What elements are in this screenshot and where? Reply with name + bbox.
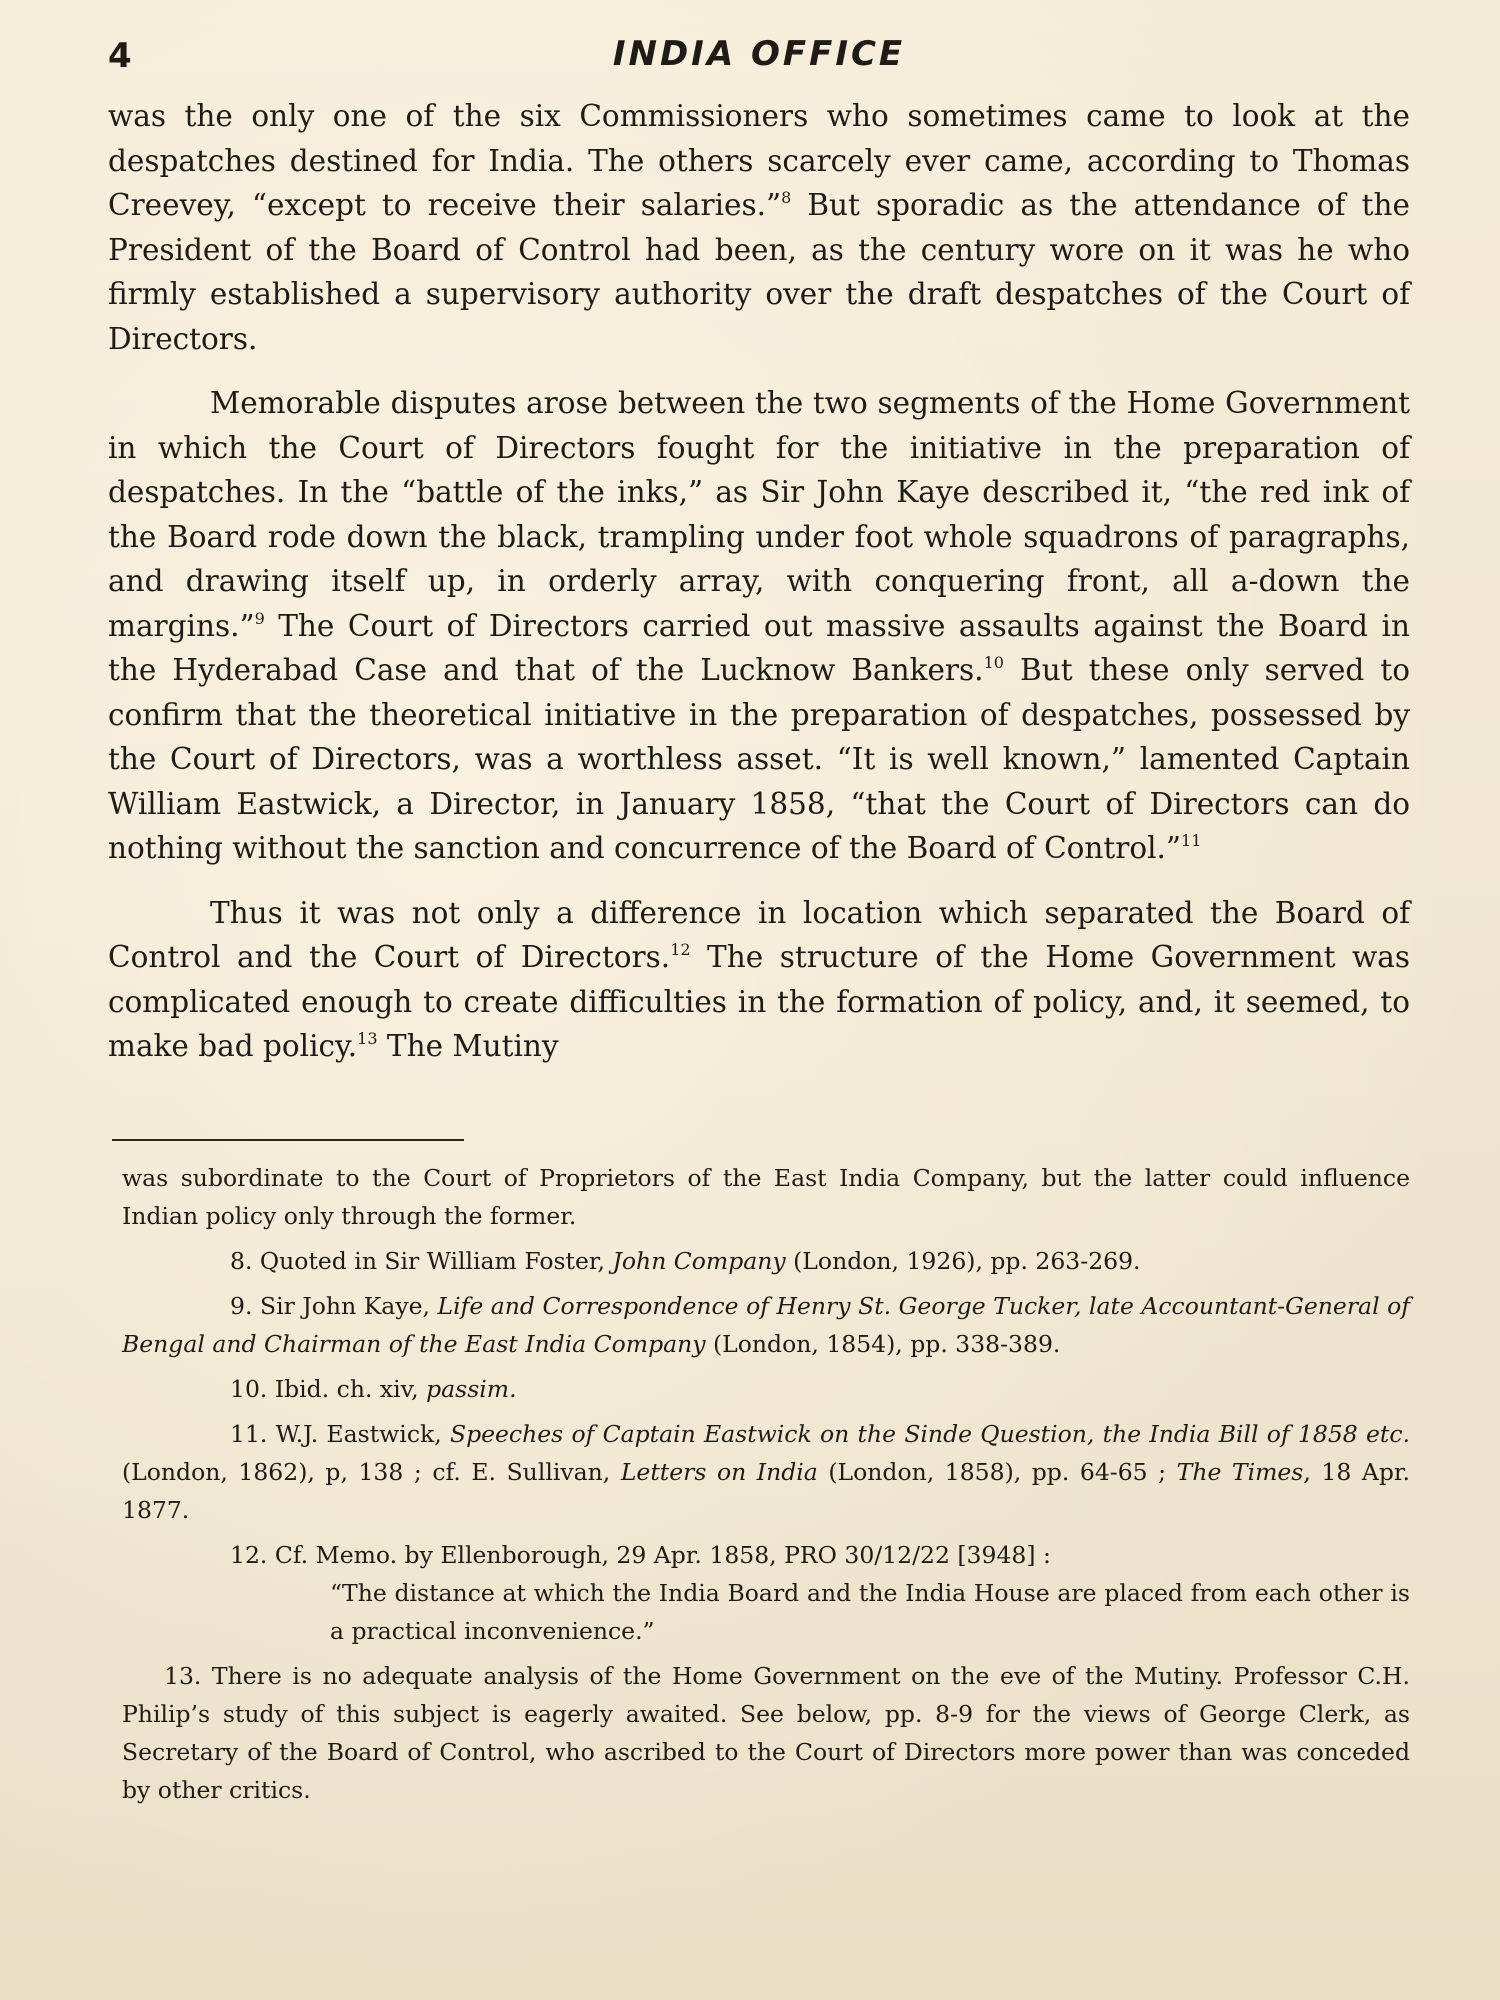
- footnote-11: [122, 1415, 1410, 1529]
- footnote-12-number: 12.: [230, 1540, 268, 1569]
- footnote-8-post: (London, 1926), pp. 263-269.: [785, 1246, 1141, 1275]
- footnote-11-pre: W.J. Eastwick,: [267, 1419, 450, 1448]
- paragraph-2: [108, 381, 1410, 871]
- footnote-12: [122, 1536, 1410, 1574]
- footnote-11-mid-2: (London, 1858), pp. 64-65 ;: [817, 1457, 1177, 1486]
- footnotes: [108, 1159, 1410, 1809]
- footnote-10-title: passim.: [426, 1374, 517, 1403]
- footnote-13-text: There is no adequate analysis of the Home Government on the eve of the Mutiny. Professor C.H. Philip’s study of this subject is eagerly awaited. See below, pp. 8-9 for the views of George Clerk, as Secretary of the Board of Control, who ascribed to the Court of Directors more power than was conceded by other critics.: [122, 1661, 1410, 1804]
- paragraph-1: [108, 94, 1410, 361]
- paragraph-2-text-3: But these only served to confirm that the theoretical initiative in the preparation of despatches, possessed by the Court of Directors, was a worthless asset. “It is well known,” lamented Captain William Eastwick, a Director, in January 1858, “that the Court of Directors can do nothing without the sanction and concurrence of the Board of Control.”: [108, 653, 1411, 865]
- footnote-13: [122, 1657, 1410, 1809]
- footnote-8-number: 8.: [230, 1246, 253, 1275]
- paragraph-3-text-3: The Mutiny: [377, 1029, 559, 1063]
- footnote-13-number: 13.: [164, 1661, 202, 1690]
- footnote-8: [122, 1242, 1410, 1280]
- note-ref-13: 13: [357, 1029, 378, 1048]
- paragraph-2-text-2: The Court of Directors carried out massive assaults against the Board in the Hyderabad Case and that of the Lucknow Bankers.: [108, 608, 1410, 687]
- footnote-9: [122, 1287, 1410, 1363]
- paragraph-2-text-1: Memorable disputes arose between the two segments of the Home Government in which the Court of Directors fought for the initiative in the preparation of despatches. In the “battle of the inks,” as Sir John Kaye described it, “the red ink of the Board rode down the black, trampling under foot whole squadrons of paragraphs, and drawing itself up, in orderly array, with conquering front, all a-down the margins.”: [108, 386, 1410, 643]
- footnote-11-number: 11.: [230, 1419, 268, 1448]
- note-ref-9: 9: [254, 608, 265, 628]
- footnote-10: [122, 1370, 1410, 1408]
- footnote-12-quote: “The distance at which the India Board and the India House are placed from each other is a practical inconvenience.”: [330, 1578, 1410, 1645]
- footnote-11-title-2: Letters on India: [620, 1457, 818, 1486]
- footnote-9-post: (London, 1854), pp. 338-389.: [705, 1329, 1061, 1358]
- paragraph-3-text-2: The structure of the Home Government was complicated enough to create difficulties in the formation of policy, and, it seemed, to make bad policy.: [108, 940, 1410, 1063]
- page-header: [108, 30, 1410, 86]
- footnote-rule: [112, 1139, 464, 1141]
- page-number: 4: [108, 36, 132, 76]
- paragraph-3-text-1: Thus it was not only a difference in location which separated the Board of Control and the Court of Directors.: [108, 895, 1410, 974]
- footnote-11-title-1: Speeches of Captain Eastwick on the Sinde Question, the India Bill of 1858 etc.: [449, 1419, 1410, 1448]
- footnote-continuation: was subordinate to the Court of Proprietors of the East India Company, but the latter could influence Indian policy only through the former.: [122, 1163, 1410, 1230]
- footnote-11-post: , 18 Apr. 1877.: [122, 1457, 1410, 1524]
- footnote-11-title-3: The Times: [1176, 1457, 1304, 1486]
- note-ref-8: 8: [781, 188, 792, 207]
- note-ref-11: 11: [1181, 831, 1202, 850]
- footnote-10-pre: Ibid. ch. xiv,: [267, 1374, 427, 1403]
- footnote-9-title: Life and Correspondence of Henry St. George Tucker, late Accountant-General of Bengal and Chairman of the East India Company: [122, 1291, 1410, 1358]
- footnote-8-pre: Quoted in Sir William Foster,: [252, 1246, 613, 1275]
- footnote-11-mid-1: (London, 1862), p, 138 ; cf. E. Sullivan,: [122, 1457, 621, 1486]
- footnote-12-text: Cf. Memo. by Ellenborough, 29 Apr. 1858, PRO 30/12/22 [3948] :: [267, 1540, 1051, 1569]
- footnote-9-pre: Sir John Kaye,: [252, 1291, 438, 1320]
- note-ref-12: 12: [670, 940, 691, 959]
- paragraph-3: [108, 891, 1410, 1069]
- body-text: [108, 94, 1410, 1069]
- footnote-9-number: 9.: [230, 1291, 253, 1320]
- note-ref-10: 10: [983, 653, 1004, 672]
- paragraph-1-text-after: But sporadic as the attendance of the President of the Board of Control had been, as the century wore on it was he who firmly established a supervisory authority over the draft despatches of the Court of Directors.: [108, 188, 1410, 356]
- paragraph-1-text: was the only one of the six Commissioners who sometimes came to look at the despatches destined for India. The others scarcely ever came, according to Thomas Creevey, “except to receive their salaries.”: [108, 99, 1410, 222]
- footnote-8-title: John Company: [612, 1246, 786, 1275]
- footnote-10-number: 10.: [230, 1374, 268, 1403]
- running-head: INDIA OFFICE: [612, 34, 906, 74]
